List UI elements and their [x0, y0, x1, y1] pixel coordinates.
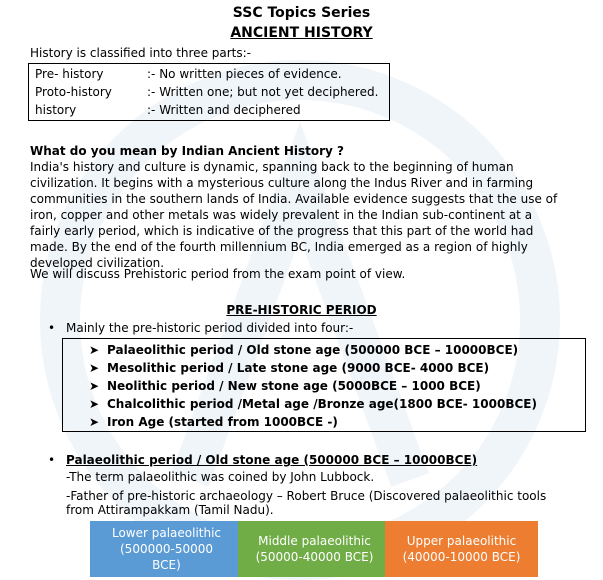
palaeolithic-heading: Palaeolithic period / Old stone age (500000 BCE – 10000BCE) [66, 453, 478, 467]
bullet-icon: • [48, 321, 56, 335]
prehistoric-bullet [48, 320, 354, 336]
classification-term: Pre- history [35, 67, 104, 81]
periods-box [62, 338, 586, 432]
paragraph-line: communities in the southern lands of India. Available evidence suggests that the use of [30, 192, 558, 206]
period-item [89, 413, 338, 431]
period-label: Iron Age (started from 1000BCE -) [107, 415, 338, 429]
period-item [89, 341, 519, 359]
arrow-icon: ➤ [89, 397, 100, 411]
card-range: (40000-10000 BCE) [402, 550, 521, 564]
classification-term: Proto-history [35, 85, 112, 99]
period-item [89, 377, 481, 395]
classification-row [35, 101, 301, 119]
card-range: BCE) [152, 558, 181, 572]
card-title: Upper palaeolithic [406, 534, 517, 548]
palaeolithic-line: -Father of pre-historic archaeology – Robert Bruce (Discovered palaeolithic tools [66, 489, 547, 503]
arrow-icon: ➤ [89, 379, 100, 393]
classification-desc: :- Written and deciphered [147, 103, 301, 117]
bullet-icon: • [48, 453, 56, 467]
intro-text: History is classified into three parts:- [30, 46, 251, 60]
paragraph-line: civilization. It begins with a mysterious culture along the Indus River and in farming [30, 176, 534, 190]
card-title: Lower palaeolithic [111, 526, 222, 540]
period-label: Palaeolithic period / Old stone age (500000 BCE – 10000BCE) [107, 343, 519, 357]
arrow-icon: ➤ [89, 415, 100, 429]
classification-desc: :- Written one; but not yet deciphered. [147, 85, 379, 99]
palaeolithic-line: -The term palaeolithic was coined by John Lubbock. [66, 470, 375, 484]
page-title: ANCIENT HISTORY [230, 25, 373, 41]
period-item [89, 395, 537, 413]
classification-box [28, 63, 390, 121]
upper-palaeolithic-card [385, 521, 538, 577]
middle-palaeolithic-card [238, 521, 391, 577]
paragraph-line: iron, copper and other metals was widely prevalent in the Indian sub-continent at a [30, 208, 533, 222]
arrow-icon: ➤ [89, 343, 100, 357]
classification-term: history [35, 103, 77, 117]
paragraph-line: made. By the end of the fourth millennium BC, India emerged as a region of highly [30, 240, 528, 254]
history-paragraph [30, 159, 590, 271]
closing-text: We will discuss Prehistoric period from the exam point of view. [30, 267, 406, 281]
paragraph-line: fairly early period, which is indicative of the progress that this part of the world had [30, 224, 534, 238]
period-label: Neolithic period / New stone age (5000BCE – 1000 BCE) [107, 379, 481, 393]
card-title: Middle palaeolithic [258, 534, 371, 548]
palaeolithic-line: from Attirampakkam (Tamil Nadu). [66, 503, 274, 517]
palaeolithic-bullet [48, 452, 478, 468]
period-item [89, 359, 490, 377]
period-label: Chalcolithic period /Metal age /Bronze age(1800 BCE- 1000BCE) [107, 397, 537, 411]
card-range: (500000-50000 [120, 542, 213, 556]
paragraph-line: developed civilization. [30, 256, 165, 270]
lower-palaeolithic-card [90, 521, 243, 577]
series-title: SSC Topics Series [232, 5, 371, 21]
section-heading: What do you mean by Indian Ancient History ? [30, 144, 344, 158]
card-range: (50000-40000 BCE) [255, 550, 374, 564]
classification-row [35, 65, 342, 83]
arrow-icon: ➤ [89, 361, 100, 375]
period-label: Mesolithic period / Late stone age (9000 BCE- 4000 BCE) [107, 361, 490, 375]
paragraph-line: India's history and culture is dynamic, spanning back to the beginning of human [30, 160, 514, 174]
classification-row [35, 83, 378, 101]
classification-desc: :- No written pieces of evidence. [147, 67, 342, 81]
bullet-text: Mainly the pre-historic period divided into four:- [66, 321, 354, 335]
prehistoric-heading: PRE-HISTORIC PERIOD [226, 303, 377, 317]
